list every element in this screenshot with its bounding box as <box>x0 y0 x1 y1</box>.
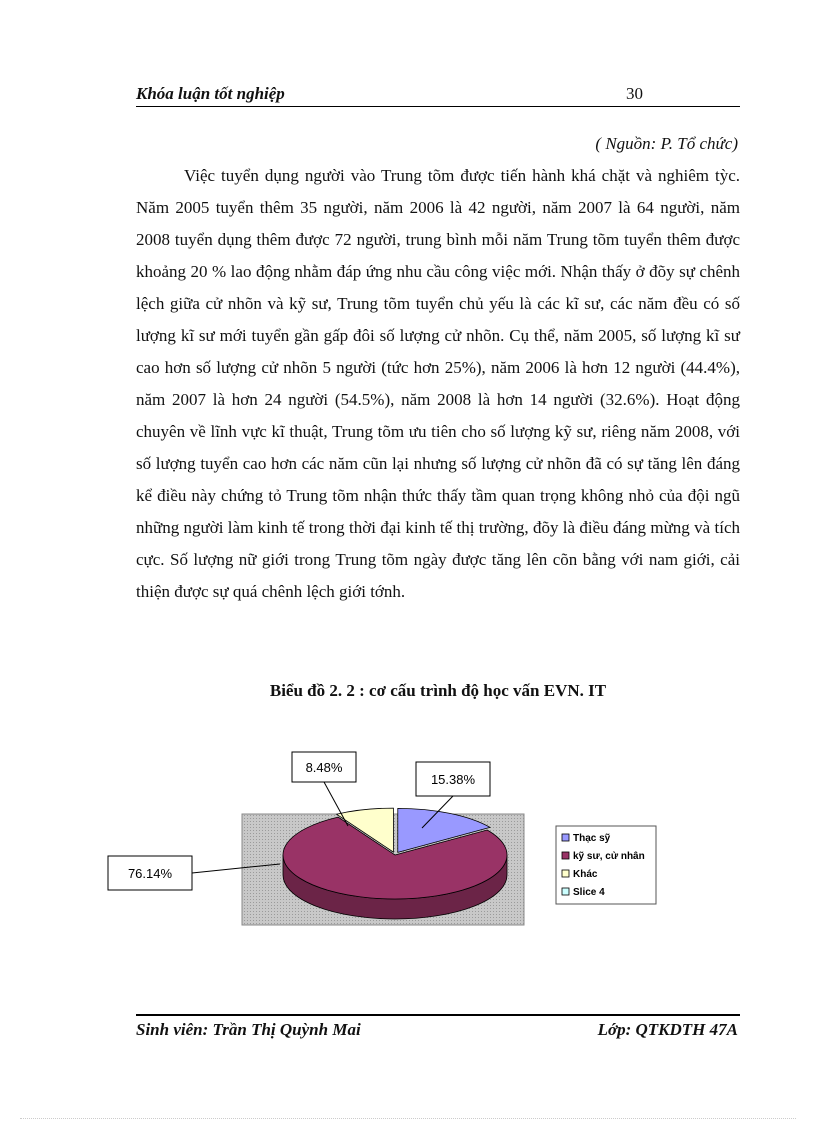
class-name: Lớp: QTKDTH 47A <box>597 1020 738 1039</box>
chart-caption: Biểu đồ 2. 2 : cơ cấu trình độ học vấn EVN. IT <box>269 681 607 700</box>
page-header <box>136 84 740 106</box>
legend-swatch <box>562 888 569 895</box>
legend-label: kỹ sư, cử nhân <box>573 851 645 862</box>
legend-label: Thạc sỹ <box>573 833 611 844</box>
header-divider <box>136 106 740 107</box>
body-text <box>136 160 740 608</box>
pie-chart <box>100 740 680 940</box>
page-edge <box>20 1118 796 1119</box>
data-label: 8.48% <box>305 760 343 775</box>
student-name: Sinh viên: Trần Thị Quỳnh Mai <box>136 1020 361 1039</box>
pie-chart-svg <box>100 740 680 940</box>
legend-swatch <box>562 870 569 877</box>
data-label: 76.14% <box>127 866 173 881</box>
legend-label: Slice 4 <box>573 887 605 898</box>
footer-divider <box>136 1014 740 1016</box>
legend-swatch <box>562 852 569 859</box>
data-label: 15.38% <box>430 772 476 787</box>
legend-label: Khác <box>573 869 598 880</box>
body-paragraph: Việc tuyển dụng người vào Trung tõm được tiến hành khá chặt và nghiêm tỳc. Năm 2005 tuyển thêm 35 người, năm 2006 là 42 người, năm 2007 là 64 người, năm 2008 tuyển dụng thêm được 72 người, trung bình mỗi năm Trung tõm tuyển thêm được khoảng 20 % lao động nhằm đáp ứng nhu cầu công việc mới. Nhận thấy ở đõy sự chênh lệch giữa cử nhõn và kỹ sư, Trung tõm tuyển chủ yếu là các kĩ sư, các năm đều có số lượng kĩ sư mới tuyển gần gấp đôi số lượng cử nhõn. Cụ thể, năm 2005, số lượng kĩ sư cao hơn số lượng cử nhõn 5 người (tức hơn 25%), năm 2006 là hơn 12 người (44.4%), năm 2007 là hơn 24 người (54.5%), năm 2008 là hơn 14 người (32.6%). Hoạt động chuyên về lĩnh vực kĩ thuật, Trung tõm ưu tiên cho số lượng kỹ sư, riêng năm 2008, với số lượng tuyển cao hơn các năm cũn lại nhưng số lượng cử nhõn đã có sự tăng lên đáng kể điều này chứng tỏ Trung tõm nhận thức thấy tầm quan trọng không nhỏ của đội ngũ những người làm kinh tế trong thời đại kinh tế thị trường, đõy là điều đáng mừng và tích cực. Số lượng nữ giới trong Trung tõm ngày được tăng lên cõn bằng với nam giới, cải thiện được sự quá chênh lệch giới tớnh. <box>136 166 740 601</box>
document-title: Khóa luận tốt nghiệp <box>136 84 285 103</box>
page-number: 30 <box>626 84 643 103</box>
source-note: ( Nguồn: P. Tổ chức) <box>595 134 738 153</box>
legend-swatch <box>562 834 569 841</box>
